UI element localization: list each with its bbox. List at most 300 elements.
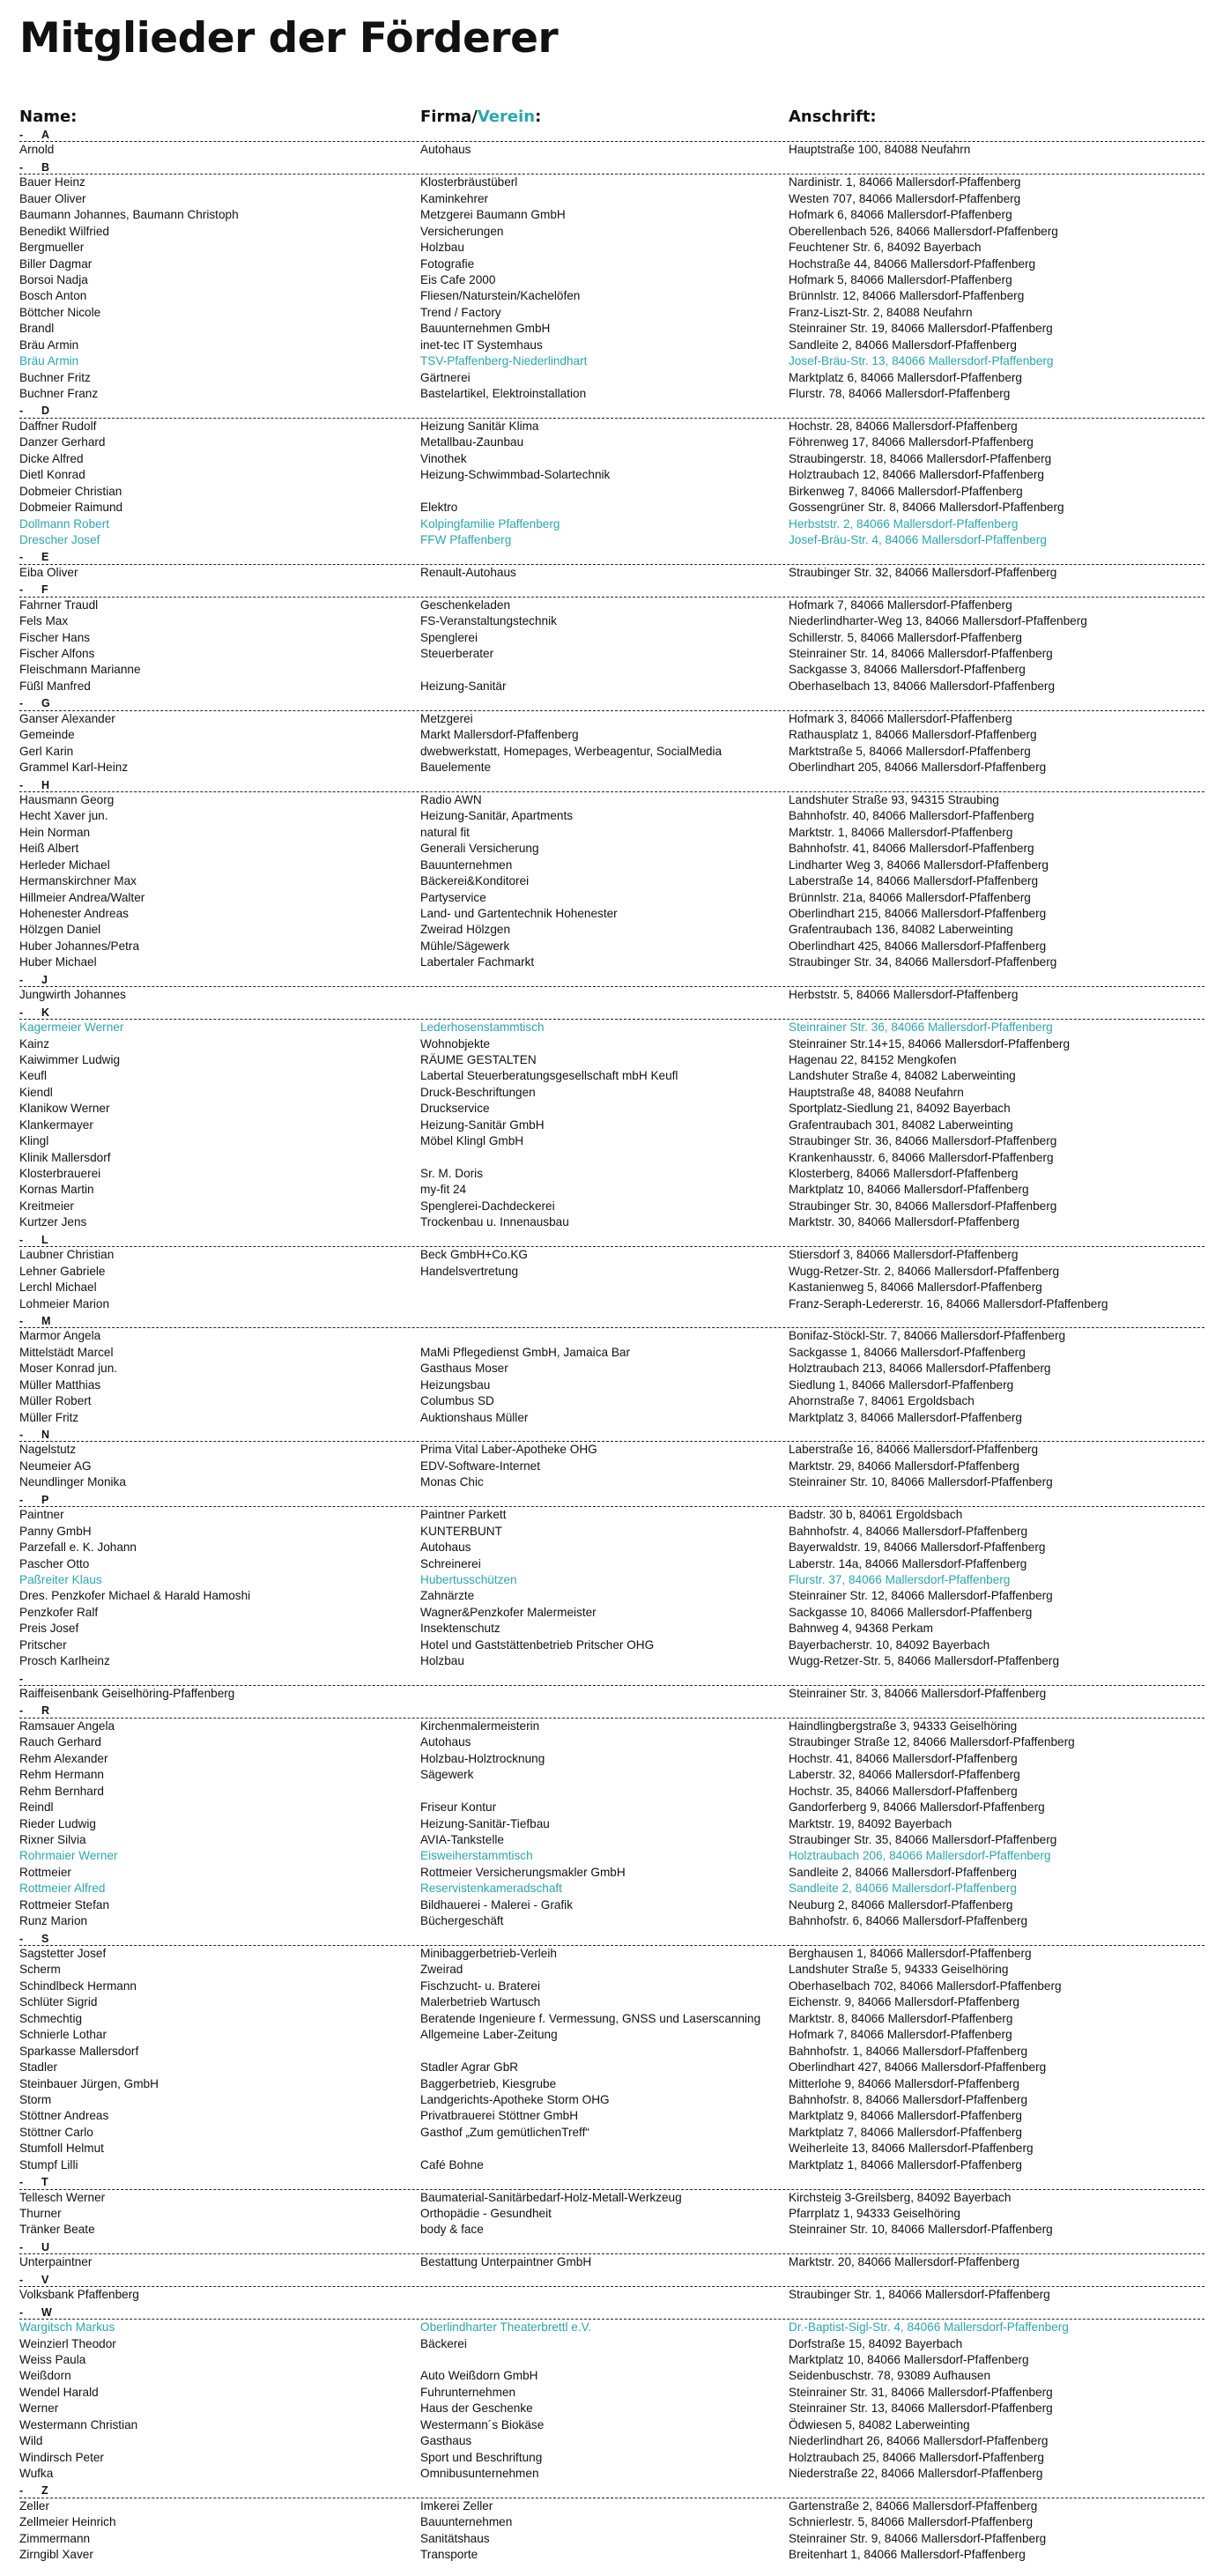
- member-address: Sportplatz-Siedlung 21, 84092 Bayerbach: [789, 1102, 1011, 1116]
- member-name: Huber Johannes/Petra: [19, 939, 140, 953]
- table-row: [19, 2368, 1204, 2384]
- member-firma: Rottmeier Versicherungsmakler GmbH: [420, 1865, 626, 1879]
- member-name: Hein Norman: [19, 825, 91, 839]
- member-firma: FFW Pfaffenberg: [420, 532, 512, 546]
- member-name: Rottmeier Stefan: [19, 1897, 109, 1912]
- member-name: Kreitmeier: [19, 1199, 74, 1213]
- member-firma: Holzbau: [420, 241, 464, 255]
- member-firma: Kirchenmalermeisterin: [420, 1719, 540, 1733]
- table-row: [19, 1377, 1204, 1393]
- table-row: [19, 1296, 1204, 1312]
- member-firma: Wagner&Penzkofer Malermeister: [420, 1605, 597, 1619]
- letter-separator: [19, 1930, 1204, 1946]
- member-firma: Bauunternehmen: [420, 2515, 513, 2529]
- member-address: Bonifaz-Stöckl-Str. 7, 84066 Mallersdorf-Pfaffenberg: [789, 1329, 1066, 1343]
- member-address: Niederlindhart 26, 84066 Mallersdorf-Pfaffenberg: [789, 2434, 1049, 2448]
- page-title: Mitglieder der Förderer: [19, 14, 559, 63]
- member-firma: Café Bohne: [420, 2157, 484, 2171]
- member-name: Wargitsch Markus: [19, 2320, 115, 2335]
- member-name: Wufka: [19, 2467, 54, 2480]
- member-address: Sandleite 2, 84066 Mallersdorf-Pfaffenberg: [789, 338, 1017, 352]
- member-name: Werner: [19, 2402, 59, 2416]
- member-firma: Autohaus: [420, 1540, 471, 1555]
- member-firma: Markt Mallersdorf-Pfaffenberg: [420, 728, 579, 742]
- member-address: Bahnhofstr. 40, 84066 Mallersdorf-Pfaffenberg: [789, 809, 1034, 823]
- member-name: Gerl Karin: [19, 744, 74, 758]
- member-name: Stöttner Carlo: [19, 2125, 93, 2139]
- member-firma: Heizung-Sanitär-Tiefbau: [420, 1816, 550, 1830]
- member-address: Marktstr. 20, 84066 Mallersdorf-Pfaffenberg: [789, 2255, 1019, 2269]
- member-address: Nardinistr. 1, 84066 Mallersdorf-Pfaffenberg: [789, 175, 1021, 189]
- section-letter: U: [41, 2240, 50, 2253]
- member-name: Hohenester Andreas: [19, 907, 129, 920]
- member-address: Wugg-Retzer-Str. 5, 84066 Mallersdorf-Pfaffenberg: [789, 1654, 1060, 1668]
- member-name: Danzer Gerhard: [19, 435, 106, 449]
- member-firma: Holzbau-Holztrocknung: [420, 1751, 545, 1765]
- member-firma: Metzgerei Baumann GmbH: [420, 208, 566, 222]
- member-address: Oberlindhart 427, 84066 Mallersdorf-Pfaffenberg: [789, 2060, 1047, 2075]
- member-firma: Hubertusschützen: [420, 1572, 517, 1586]
- table-row: [19, 2044, 1204, 2060]
- member-name: Stumpf Lilli: [19, 2157, 78, 2171]
- member-name: Fleischmann Marianne: [19, 663, 141, 677]
- member-firma: Insektenschutz: [420, 1622, 500, 1636]
- member-address: Schnierlestr. 5, 84066 Mallersdorf-Pfaffenberg: [789, 2515, 1034, 2529]
- member-address: Oberellenbach 526, 84066 Mallersdorf-Pfaffenberg: [789, 224, 1058, 238]
- table-row: [19, 2385, 1204, 2401]
- member-address: Schillerstr. 5, 84066 Mallersdorf-Pfaffenberg: [789, 630, 1022, 644]
- table-row: [19, 2076, 1204, 2092]
- table-row: [19, 272, 1204, 288]
- table-row: [19, 419, 1204, 434]
- member-firma: Heizung-Sanitär, Apartments: [420, 809, 574, 823]
- member-firma: Orthopädie - Gesundheit: [420, 2207, 552, 2220]
- member-name: Hillmeier Andrea/Walter: [19, 890, 145, 904]
- member-name: Raiffeisenbank Geiselhöring-Pfaffenberg: [19, 1687, 235, 1700]
- header-address: Anschrift:: [789, 108, 877, 126]
- table-row: [19, 353, 1204, 369]
- member-name: Reindl: [19, 1800, 54, 1815]
- section-letter: B: [41, 160, 50, 174]
- member-address: Hochstr. 41, 84066 Mallersdorf-Pfaffenberg: [789, 1751, 1018, 1765]
- member-address: Gossengrüner Str. 8, 84066 Mallersdorf-Pfaffenberg: [789, 501, 1064, 515]
- table-row: [19, 500, 1204, 516]
- member-address: Laberstraße 14, 84066 Mallersdorf-Pfaffenberg: [789, 874, 1039, 888]
- member-firma: my-fit 24: [420, 1183, 467, 1197]
- section-letter: M: [41, 1314, 51, 1327]
- table-row: [19, 760, 1204, 776]
- member-name: Rixner Silvia: [19, 1832, 86, 1846]
- member-name: Kiendl: [19, 1085, 53, 1099]
- member-address: Oberlindhart 215, 84066 Mallersdorf-Pfaffenberg: [789, 907, 1047, 920]
- separator-dash: -: [19, 2305, 24, 2319]
- letter-separator: [19, 1491, 1204, 1507]
- table-row: [19, 191, 1204, 207]
- table-row: [19, 2466, 1204, 2482]
- separator-dash: -: [19, 2176, 24, 2189]
- member-address: Bahnhofstr. 8, 84066 Mallersdorf-Pfaffenberg: [789, 2092, 1028, 2106]
- member-firma: Baggerbetrieb, Kiesgrube: [420, 2076, 557, 2090]
- member-name: Weinzierl Theodor: [19, 2336, 116, 2350]
- member-address: Berghausen 1, 84066 Mallersdorf-Pfaffenberg: [789, 1947, 1032, 1960]
- separator-dash: -: [19, 1704, 24, 1718]
- section-letter: P: [41, 1493, 49, 1506]
- table-row: [19, 1442, 1204, 1458]
- member-address: Josef-Bräu-Str. 4, 84066 Mallersdorf-Pfaffenberg: [789, 532, 1047, 546]
- header-firma-verein: [420, 108, 541, 126]
- member-firma: Monas Chic: [420, 1475, 484, 1489]
- section-letter: R: [41, 1704, 50, 1718]
- member-firma: Heizung Sanitär Klima: [420, 419, 539, 433]
- letter-separator: [19, 2304, 1204, 2320]
- member-address: Straubinger Str. 34, 84066 Mallersdorf-Pfaffenberg: [789, 955, 1057, 969]
- member-name: Bräu Armin: [19, 338, 79, 352]
- table-row: [19, 1068, 1204, 1084]
- member-name: Thurner: [19, 2207, 62, 2220]
- member-name: Bauer Oliver: [19, 191, 86, 205]
- member-name: Neumeier AG: [19, 1459, 92, 1473]
- member-name: Hölzgen Daniel: [19, 923, 101, 937]
- member-name: Daffner Rudolf: [19, 419, 97, 433]
- table-row: [19, 2222, 1204, 2238]
- table-row: [19, 792, 1204, 808]
- table-row: [19, 1897, 1204, 1913]
- letter-separator: [19, 1670, 1204, 1686]
- member-address: Ahornstraße 7, 84061 Ergoldsbach: [789, 1394, 975, 1408]
- member-firma: Stadler Agrar GbR: [420, 2060, 519, 2075]
- member-address: Straubinger Str. 1, 84066 Mallersdorf-Pfaffenberg: [789, 2288, 1050, 2302]
- table-row: [19, 224, 1204, 240]
- section-letter: L: [41, 1233, 48, 1246]
- table-row: [19, 1474, 1204, 1490]
- table-row: [19, 1832, 1204, 1848]
- member-name: Rieder Ludwig: [19, 1816, 96, 1830]
- table-row: [19, 1881, 1204, 1897]
- member-address: Gartenstraße 2, 84066 Mallersdorf-Pfaffenberg: [789, 2498, 1038, 2513]
- member-firma: Bauunternehmen: [420, 857, 513, 872]
- member-name: Nagelstutz: [19, 1443, 77, 1457]
- member-address: Birkenweg 7, 84066 Mallersdorf-Pfaffenberg: [789, 484, 1023, 498]
- member-name: Klingl: [19, 1134, 49, 1148]
- member-name: Westermann Christian: [19, 2417, 138, 2431]
- member-name: Steinbauer Jürgen, GmbH: [19, 2076, 159, 2090]
- table-row: [19, 1816, 1204, 1832]
- separator-dash: -: [19, 1493, 24, 1506]
- member-address: Marktstr. 8, 84066 Mallersdorf-Pfaffenberg: [789, 2011, 1013, 2025]
- letter-separator: [19, 1004, 1204, 1020]
- member-firma: Heizung-Sanitär: [420, 679, 507, 693]
- member-name: Zeller: [19, 2498, 49, 2513]
- table-row: [19, 727, 1204, 743]
- member-firma: Labertal Steuerberatungsgesellschaft mbH Keufl: [420, 1069, 678, 1083]
- member-address: Oberhaselbach 702, 84066 Mallersdorf-Pfaffenberg: [789, 1978, 1062, 1993]
- separator-dash: -: [19, 405, 24, 418]
- member-firma: Druckservice: [420, 1102, 490, 1116]
- member-address: Grafentraubach 136, 84082 Laberweinting: [789, 923, 1013, 937]
- table-row: [19, 1199, 1204, 1214]
- member-name: Schindlbeck Hermann: [19, 1978, 137, 1993]
- section-letter: H: [41, 778, 50, 791]
- member-name: Weiss Paula: [19, 2352, 86, 2366]
- member-firma: Gasthof „Zum gemütlichenTreff“: [420, 2125, 589, 2139]
- member-firma: Beck GmbH+Co.KG: [420, 1248, 529, 1262]
- table-row: [19, 2027, 1204, 2043]
- member-address: Pfarrplatz 1, 94333 Geiselhöring: [789, 2207, 960, 2220]
- header-verein: Verein: [477, 108, 536, 126]
- separator-dash: -: [19, 1932, 24, 1945]
- member-name: Prosch Karlheinz: [19, 1654, 110, 1668]
- member-address: Hofmark 7, 84066 Mallersdorf-Pfaffenberg: [789, 598, 1012, 612]
- member-name: Runz Marion: [19, 1914, 88, 1928]
- member-firma: Vinothek: [420, 451, 467, 465]
- member-firma: body & face: [420, 2223, 484, 2237]
- member-address: Marktplatz 10, 84066 Mallersdorf-Pfaffenberg: [789, 2352, 1029, 2366]
- table-row: [19, 1036, 1204, 1052]
- member-firma: Trend / Factory: [420, 305, 501, 319]
- member-firma: Autohaus: [420, 1735, 471, 1749]
- member-address: Sackgasse 10, 84066 Mallersdorf-Pfaffenberg: [789, 1605, 1033, 1619]
- member-firma: Radio AWN: [420, 792, 482, 806]
- section-letter: D: [41, 405, 50, 418]
- separator-dash: -: [19, 1006, 24, 1019]
- member-name: Kurtzer Jens: [19, 1215, 87, 1229]
- letter-separator: [19, 402, 1204, 418]
- member-address: Brünnlstr. 21a, 84066 Mallersdorf-Pfaffenberg: [789, 890, 1031, 904]
- table-row: [19, 1605, 1204, 1621]
- member-name: Ganser Alexander: [19, 711, 115, 725]
- member-firma: Kaminkehrer: [420, 191, 489, 205]
- member-firma: Fotografie: [420, 256, 475, 271]
- letter-separator: [19, 2238, 1204, 2254]
- member-address: Feuchtener Str. 6, 84092 Bayerbach: [789, 241, 982, 255]
- member-address: Stiersdorf 3, 84066 Mallersdorf-Pfaffenberg: [789, 1248, 1019, 1262]
- member-address: Holztraubach 206, 84066 Mallersdorf-Pfaffenberg: [789, 1849, 1051, 1863]
- member-name: Tränker Beate: [19, 2223, 95, 2237]
- member-firma: Bauelemente: [420, 761, 492, 775]
- table-row: [19, 2157, 1204, 2173]
- letter-separator: [19, 159, 1204, 174]
- member-address: Krankenhausstr. 6, 84066 Mallersdorf-Pfaffenberg: [789, 1150, 1054, 1164]
- table-row: [19, 598, 1204, 613]
- member-name: Dicke Alfred: [19, 451, 84, 465]
- member-name: Laubner Christian: [19, 1248, 115, 1262]
- member-address: Eichenstr. 9, 84066 Mallersdorf-Pfaffenberg: [789, 1995, 1019, 2009]
- table-row: [19, 305, 1204, 321]
- member-name: Pritscher: [19, 1637, 67, 1652]
- separator-dash: -: [19, 1672, 24, 1685]
- member-address: Bahnhofstr. 41, 84066 Mallersdorf-Pfaffenberg: [789, 842, 1034, 856]
- member-name: Dollmann Robert: [19, 516, 109, 531]
- table-row: [19, 1345, 1204, 1361]
- member-address: Marktplatz 3, 84066 Mallersdorf-Pfaffenberg: [789, 1410, 1022, 1424]
- member-firma: Bäckerei: [420, 2336, 467, 2350]
- letter-separator: [19, 776, 1204, 792]
- member-name: Hecht Xaver jun.: [19, 809, 108, 823]
- member-firma: MaMi Pflegedienst GmbH, Jamaica Bar: [420, 1345, 630, 1359]
- member-firma: Elektro: [420, 501, 458, 515]
- member-firma: Malerbetrieb Wartusch: [420, 1995, 541, 2009]
- table-row: [19, 484, 1204, 500]
- table-row: [19, 890, 1204, 906]
- member-table: [19, 126, 1204, 2564]
- member-address: Dr.-Baptist-Sigl-Str. 4, 84066 Mallersdorf-Pfaffenberg: [789, 2320, 1069, 2335]
- member-name: Stumfoll Helmut: [19, 2142, 104, 2156]
- member-address: Marktplatz 7, 84066 Mallersdorf-Pfaffenberg: [789, 2125, 1022, 2139]
- table-row: [19, 370, 1204, 386]
- member-name: Paintner: [19, 1508, 64, 1522]
- member-name: Panny GmbH: [19, 1524, 92, 1538]
- member-name: Klinik Mallersdorf: [19, 1150, 111, 1164]
- table-row: [19, 2401, 1204, 2416]
- table-row: [19, 2206, 1204, 2222]
- member-address: Straubinger Straße 12, 84066 Mallersdorf-Pfaffenberg: [789, 1735, 1075, 1749]
- header-colon: :: [535, 108, 542, 126]
- table-row: [19, 1962, 1204, 1978]
- member-firma: Sägewerk: [420, 1768, 474, 1782]
- table-row: [19, 321, 1204, 337]
- member-firma: Geschenkeladen: [420, 598, 511, 612]
- table-row: [19, 1978, 1204, 1994]
- section-letter: G: [41, 697, 50, 710]
- header-firma: Firma/: [420, 108, 478, 126]
- member-firma: RÄUME GESTALTEN: [420, 1052, 537, 1066]
- member-name: Lerchl Michael: [19, 1281, 97, 1295]
- member-address: Laberstr. 32, 84066 Mallersdorf-Pfaffenberg: [789, 1768, 1020, 1782]
- table-row: [19, 1524, 1204, 1540]
- member-name: Zellmeier Heinrich: [19, 2515, 116, 2529]
- separator-dash: -: [19, 129, 24, 141]
- table-row: [19, 1133, 1204, 1149]
- table-row: [19, 2190, 1204, 2206]
- member-address: Steinrainer Str. 10, 84066 Mallersdorf-Pfaffenberg: [789, 1475, 1053, 1489]
- separator-dash: -: [19, 2484, 24, 2498]
- table-row: [19, 2092, 1204, 2108]
- member-firma: Bildhauerei - Malerei - Grafik: [420, 1897, 574, 1912]
- table-row: [19, 2352, 1204, 2368]
- table-row: [19, 434, 1204, 450]
- table-row: [19, 873, 1204, 889]
- table-row: [19, 2108, 1204, 2124]
- member-name: Dres. Penzkofer Michael & Harald Hamoshi: [19, 1589, 251, 1603]
- section-letter: Z: [41, 2484, 48, 2498]
- member-address: Marktstr. 30, 84066 Mallersdorf-Pfaffenberg: [789, 1215, 1019, 1229]
- separator-dash: -: [19, 697, 24, 710]
- member-name: Heiß Albert: [19, 842, 79, 856]
- table-row: [19, 1800, 1204, 1815]
- table-row: [19, 2514, 1204, 2530]
- member-name: Kornas Martin: [19, 1183, 94, 1197]
- member-name: Huber Michael: [19, 955, 97, 969]
- separator-dash: -: [19, 778, 24, 791]
- table-row: [19, 1117, 1204, 1133]
- member-address: Bahnhofstr. 6, 84066 Mallersdorf-Pfaffenberg: [789, 1914, 1028, 1928]
- table-row: [19, 2531, 1204, 2547]
- table-row: [19, 1020, 1204, 1036]
- member-name: Windirsch Peter: [19, 2450, 104, 2464]
- member-address: Hofmark 6, 84066 Mallersdorf-Pfaffenberg: [789, 208, 1012, 222]
- member-address: Straubinger Str. 36, 84066 Mallersdorf-Pfaffenberg: [789, 1134, 1057, 1148]
- member-firma: Gasthaus Moser: [420, 1362, 508, 1376]
- table-row: [19, 987, 1204, 1003]
- table-row: [19, 1621, 1204, 1637]
- member-address: Badstr. 30 b, 84061 Ergoldsbach: [789, 1508, 963, 1522]
- table-row: [19, 857, 1204, 873]
- member-name: Scherm: [19, 1963, 61, 1977]
- letter-separator: [19, 548, 1204, 564]
- member-firma: Paintner Parkett: [420, 1508, 507, 1522]
- member-name: Zirngibl Xaver: [19, 2548, 93, 2562]
- member-address: Siedlung 1, 84066 Mallersdorf-Pfaffenberg: [789, 1377, 1014, 1392]
- member-firma: Bastelartikel, Elektroinstallation: [420, 387, 587, 400]
- member-name: Lehner Gabriele: [19, 1264, 106, 1278]
- member-name: Tellesch Werner: [19, 2190, 106, 2204]
- member-firma: Sanitätshaus: [420, 2531, 490, 2545]
- member-firma: Zahnärzte: [420, 1589, 475, 1603]
- member-address: Josef-Bräu-Str. 13, 84066 Mallersdorf-Pfaffenberg: [789, 354, 1054, 368]
- member-name: Stöttner Andreas: [19, 2109, 109, 2123]
- member-firma: Handelsvertretung: [420, 1264, 519, 1278]
- section-letter: V: [41, 2273, 49, 2286]
- member-firma: Landgerichts-Apotheke Storm OHG: [420, 2092, 610, 2106]
- table-row: [19, 142, 1204, 158]
- member-firma: Minibaggerbetrieb-Verleih: [420, 1947, 557, 1960]
- member-name: Fahrner Traudl: [19, 598, 99, 612]
- member-address: Hauptstraße 48, 84088 Neufahrn: [789, 1085, 964, 1099]
- member-firma: Transporte: [420, 2548, 478, 2562]
- member-address: Flurstr. 37, 84066 Mallersdorf-Pfaffenberg: [789, 1572, 1011, 1586]
- member-name: Bräu Armin: [19, 354, 79, 368]
- member-address: Marktstr. 19, 84092 Bayerbach: [789, 1816, 952, 1830]
- member-firma: Hotel und Gaststättenbetrieb Pritscher OHG: [420, 1637, 655, 1652]
- table-row: [19, 1540, 1204, 1555]
- member-firma: Trockenbau u. Innenausbau: [420, 1215, 569, 1229]
- member-address: Marktstraße 5, 84066 Mallersdorf-Pfaffenberg: [789, 744, 1031, 758]
- separator-dash: -: [19, 160, 24, 174]
- member-firma: Zweirad: [420, 1963, 463, 1977]
- table-row: [19, 451, 1204, 467]
- member-address: Laberstraße 16, 84066 Mallersdorf-Pfaffenberg: [789, 1443, 1039, 1457]
- table-row: [19, 2450, 1204, 2466]
- member-address: Steinrainer Str. 12, 84066 Mallersdorf-Pfaffenberg: [789, 1589, 1053, 1603]
- table-row: [19, 2254, 1204, 2270]
- letter-separator: [19, 971, 1204, 987]
- section-letter: K: [41, 1006, 50, 1019]
- letter-separator: [19, 694, 1204, 710]
- table-row: [19, 1150, 1204, 1166]
- member-address: Neuburg 2, 84066 Mallersdorf-Pfaffenberg: [789, 1897, 1013, 1912]
- letter-separator: [19, 1426, 1204, 1442]
- member-firma: Westermann´s Biokäse: [420, 2417, 545, 2431]
- member-address: Bayerbacherstr. 10, 84092 Bayerbach: [789, 1637, 990, 1652]
- member-name: Wild: [19, 2434, 43, 2448]
- member-firma: Haus der Geschenke: [420, 2402, 533, 2416]
- member-firma: Oberlindharter Theaterbrettl e.V.: [420, 2320, 592, 2335]
- member-address: Lindharter Weg 3, 84066 Mallersdorf-Pfaffenberg: [789, 857, 1049, 872]
- member-firma: Friseur Kontur: [420, 1800, 497, 1815]
- member-name: Rottmeier Alfred: [19, 1882, 106, 1896]
- member-address: Westen 707, 84066 Mallersdorf-Pfaffenberg: [789, 191, 1021, 205]
- member-address: Oberhaselbach 13, 84066 Mallersdorf-Pfaffenberg: [789, 679, 1056, 693]
- member-firma: Partyservice: [420, 890, 486, 904]
- member-name: Rauch Gerhard: [19, 1735, 101, 1749]
- letter-separator: [19, 581, 1204, 597]
- member-address: Hochstraße 44, 84066 Mallersdorf-Pfaffenberg: [789, 256, 1036, 271]
- table-row: [19, 2287, 1204, 2303]
- member-firma: Privatbrauerei Stöttner GmbH: [420, 2109, 579, 2123]
- table-row: [19, 939, 1204, 954]
- member-name: Weißdorn: [19, 2369, 71, 2383]
- member-address: Flurstr. 78, 84066 Mallersdorf-Pfaffenberg: [789, 387, 1011, 400]
